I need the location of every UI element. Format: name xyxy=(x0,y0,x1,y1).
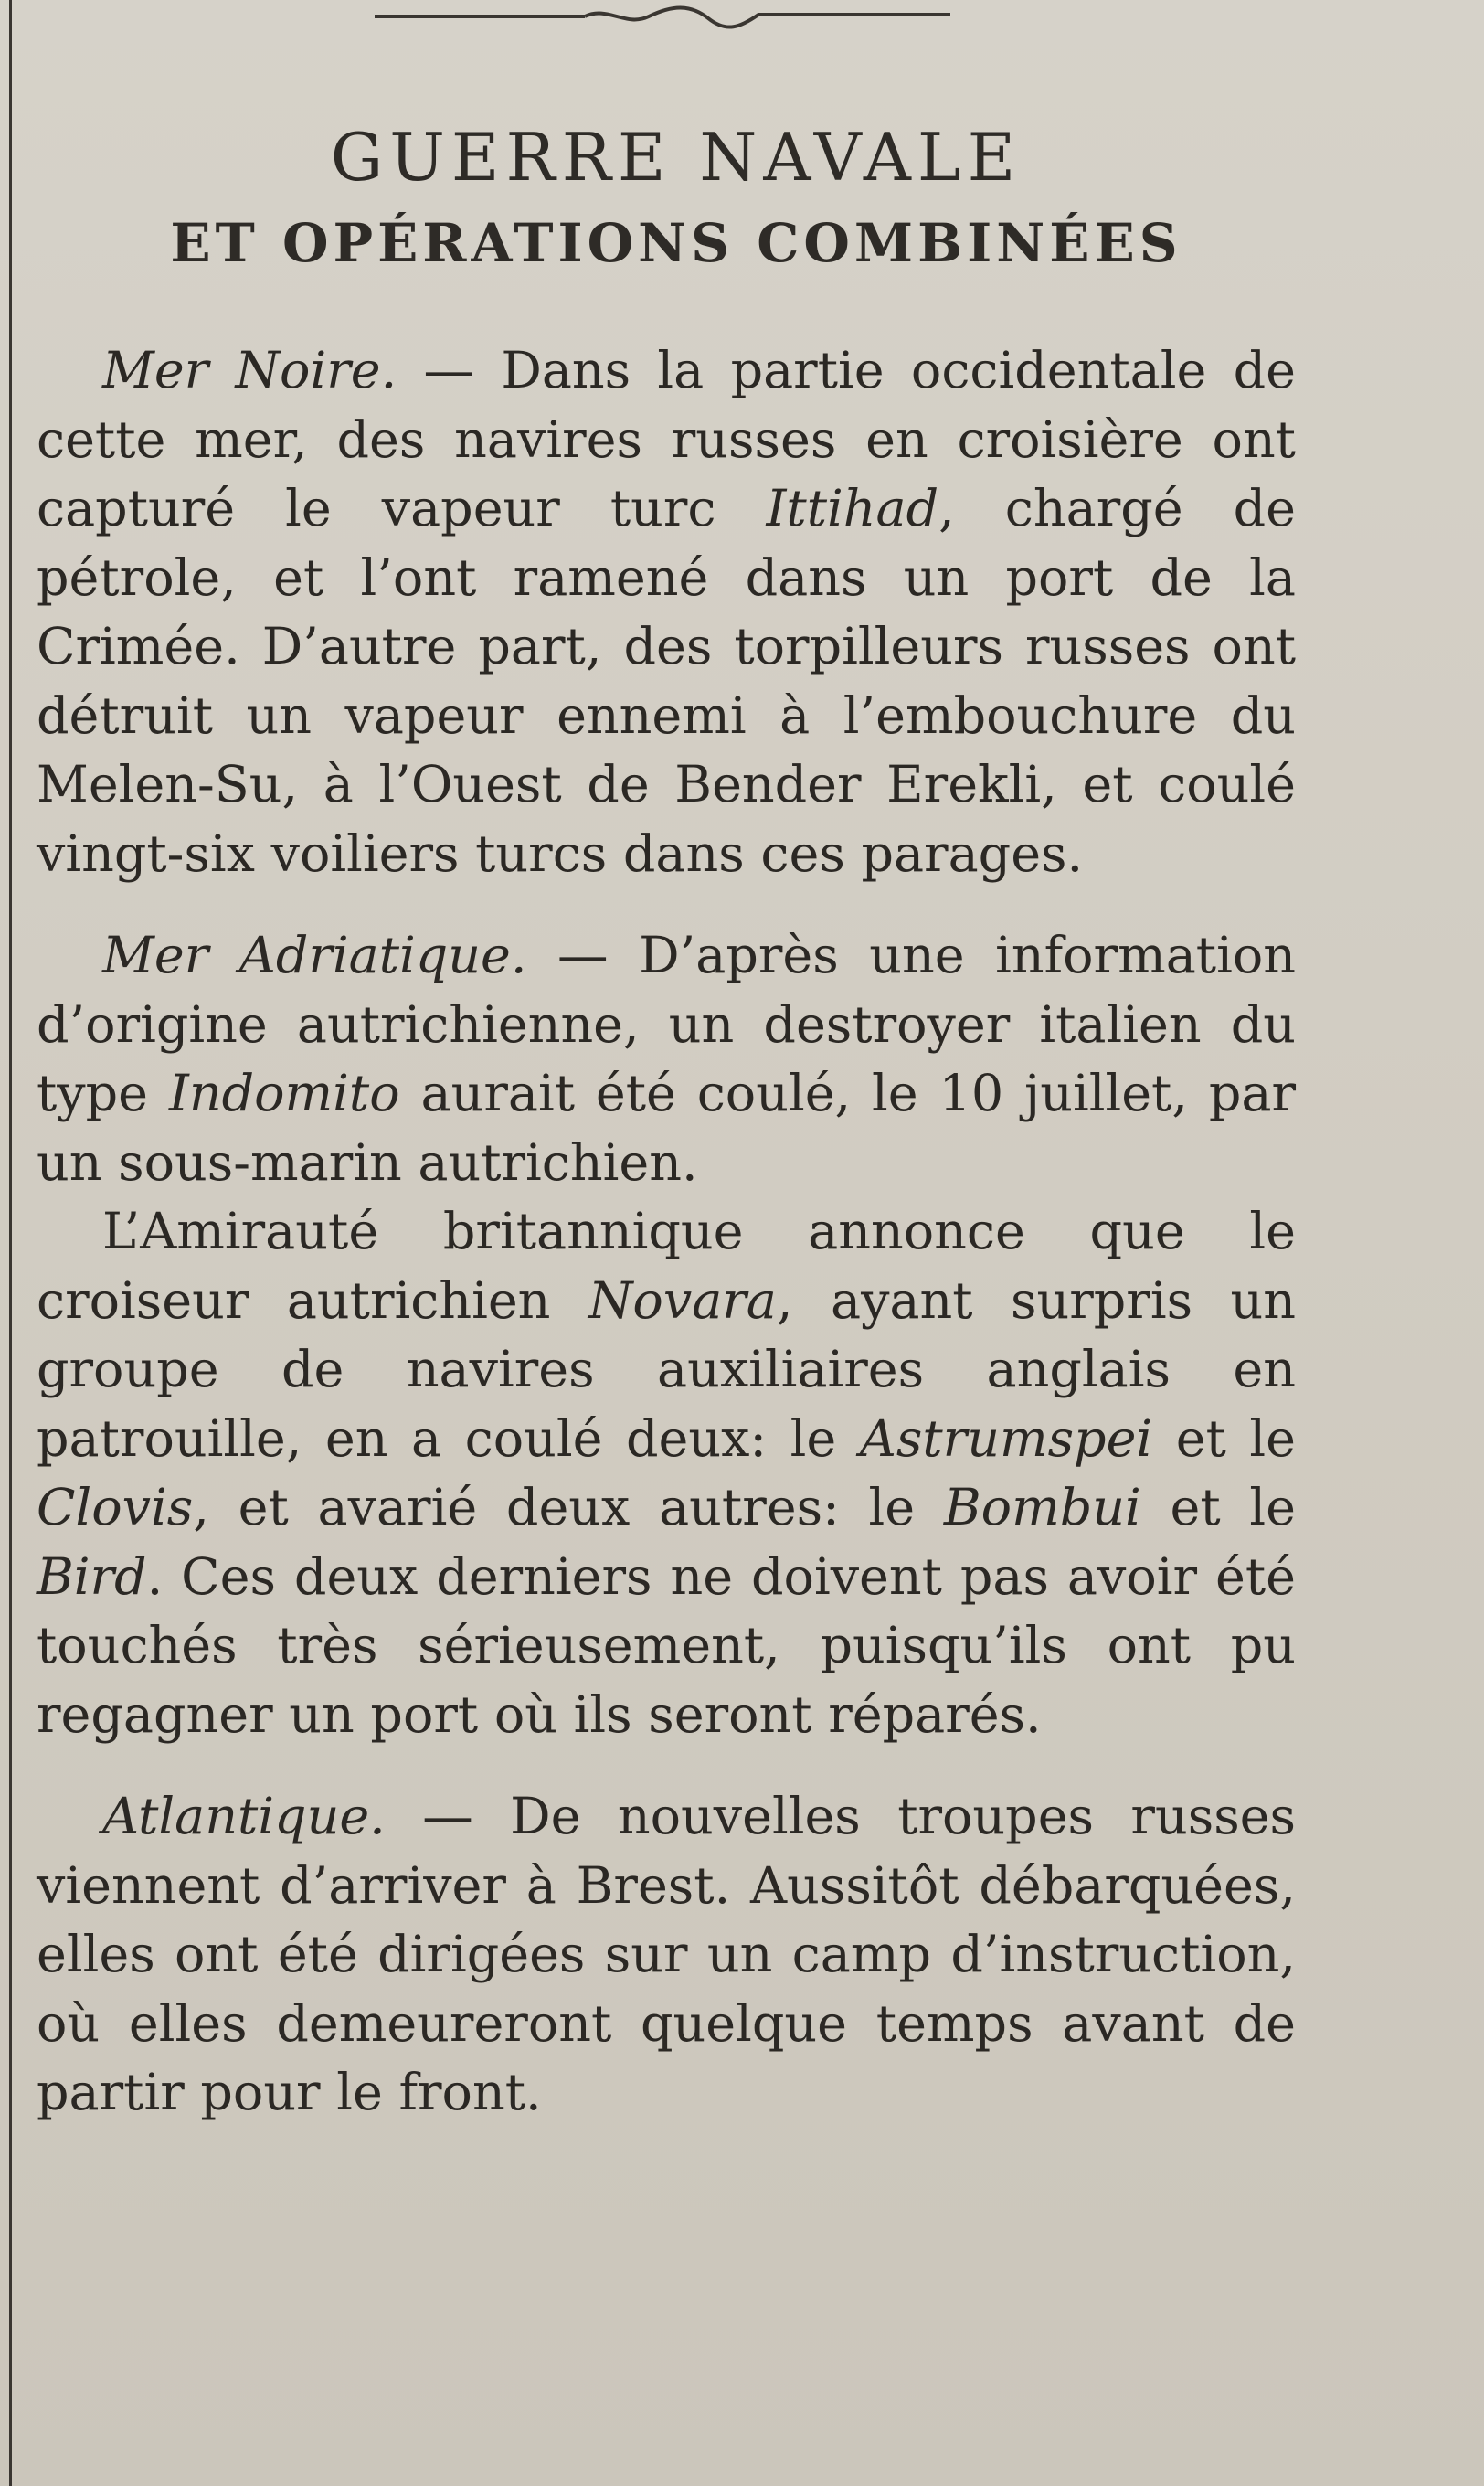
ship-name: Indomito xyxy=(168,1064,400,1123)
paragraph-text: — Dans la partie occidentale de cette mer, des navires russes en croisière ont capturé le vapeur turc xyxy=(37,341,1297,538)
ship-name: Novara xyxy=(588,1270,777,1331)
paragraph-text: et le xyxy=(1152,1408,1297,1469)
paragraph-text: , et avarié deux autres: le xyxy=(193,1478,944,1537)
paragraph-text: aurait été coulé, le 10 juillet, par un sous-marin autrichien. xyxy=(37,1064,1297,1193)
paragraph-mer-adriatique xyxy=(37,921,1296,1197)
section-lead: Mer Noire. xyxy=(102,341,398,400)
paragraph-text: — D’après une information d’origine autrichienne, un destroyer italien du type xyxy=(37,926,1297,1123)
ship-name: Ittihad xyxy=(766,479,939,538)
paragraph-text: . Ces deux derniers ne doivent pas avoir été touchés très sérieusement, puisqu’ils ont pu regagner un port où ils seront réparés. xyxy=(37,1546,1296,1745)
article-body xyxy=(37,336,1296,2128)
paragraph-text: L’Amirauté britannique annonce que le croiseur autrichien xyxy=(37,1202,1296,1331)
paragraph-text: et le xyxy=(1140,1478,1296,1537)
paragraph-text: , ayant surpris un groupe de navires auxiliaires anglais en patrouille, en a coulé deux: le xyxy=(37,1270,1296,1469)
headline: GUERRE NAVALE xyxy=(330,119,1023,196)
subheadline: ET OPÉRATIONS COMBINÉES xyxy=(170,212,1182,274)
paragraph-text: — De nouvelles troupes russes viennent d’arriver à Brest. Aussitôt débarquées, elles ont été dirigées sur un camp d’instruction, où elles demeureront quelque temps avant de partir pour le front. xyxy=(37,1787,1296,2122)
paragraph-mer-noire xyxy=(37,336,1296,888)
ship-name: Bombui xyxy=(943,1478,1141,1537)
ship-name: Bird xyxy=(37,1546,147,1607)
column-rule xyxy=(9,0,12,2486)
section-lead: Atlantique. xyxy=(102,1787,386,1846)
section-lead: Mer Adriatique. xyxy=(102,926,527,985)
paragraph-text: , chargé de pétrole, et l’ont ramené dans un port de la Crimée. D’autre part, des torpilleurs russes ont détruit un vapeur ennemi à l’embouchure du Melen-Su, à l’Ouest de Bender Erekli, et coulé vingt-six voiliers turcs dans ces parages. xyxy=(37,479,1296,884)
ship-name: Astrumspei xyxy=(859,1408,1153,1469)
ornament-divider xyxy=(375,0,950,37)
paragraph-atlantique xyxy=(37,1782,1296,2128)
ship-name: Clovis xyxy=(37,1478,194,1537)
paragraph-amiraute xyxy=(37,1197,1296,1749)
